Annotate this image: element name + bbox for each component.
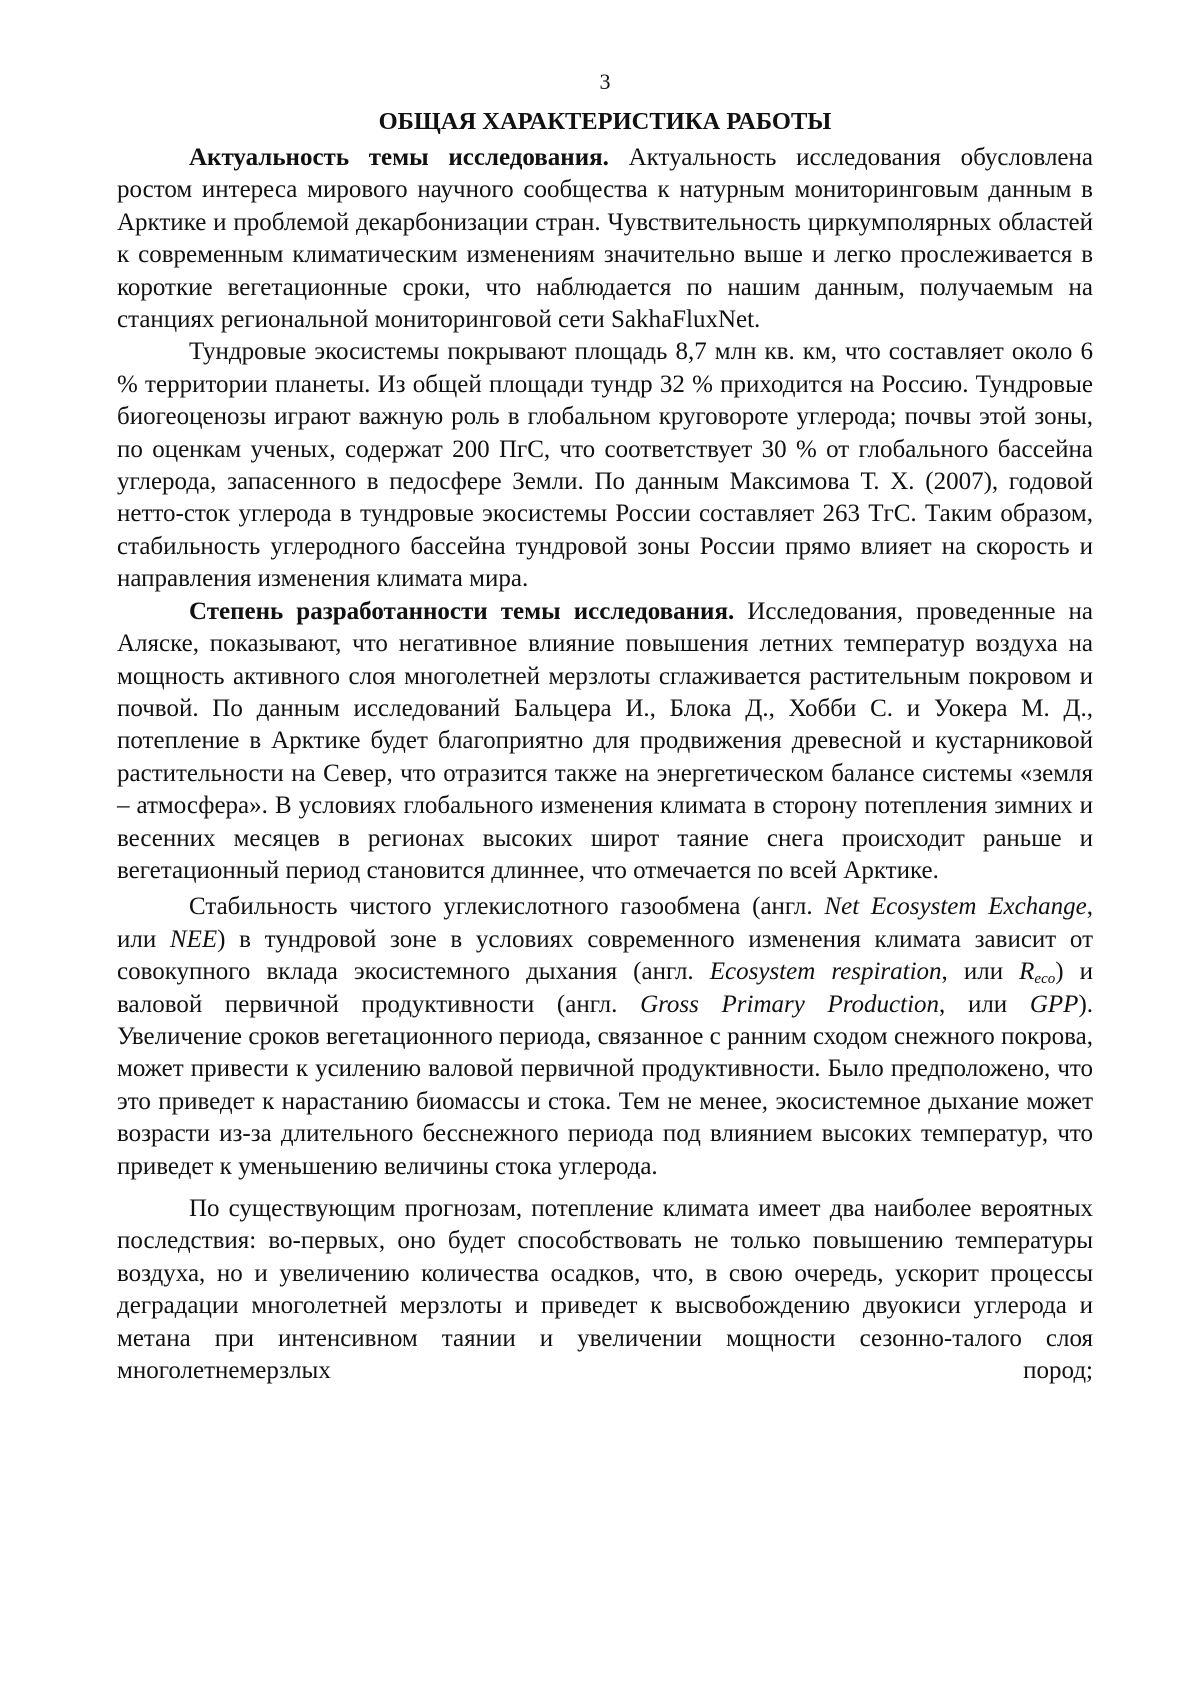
paragraph-text-tundra: Тундровые экосистемы покрывают площадь 8,7 млн кв. км, что составляет около 6 % территории планеты. Из общей площади тундр 32 % приходится на Россию. Тундровые биогеоценозы играют важную роль в глобальном круговороте углерода; почвы этой зоны, по оценкам ученых, содержат 200 ПгС, что соответствует 30 % от глобального бассейна углерода, запасенного в педосфере Земли. По данным Максимова Т. Х. (2007), годовой нетто-сток углерода в тундровые экосистемы России составляет 263 ТгС. Таким образом, стабильность углеродного бассейна тундровой зоны России прямо влияет на скорость и направления изменения климата мира. (117, 338, 1093, 593)
term-reco: R (1019, 958, 1035, 986)
paragraph-lead-relevance: Актуальность темы исследования. (189, 144, 609, 171)
text-run: , или (117, 893, 1094, 953)
text-run: ) в тундровой зоне в условиях современного изменения климата зависит от совокупного вклада экосистемного дыхания (англ. (117, 925, 1093, 986)
term-nee-full: Net Ecosystem Exchange (824, 893, 1087, 921)
paragraph-forecasts (117, 1193, 1093, 1387)
paragraph-lead-development: Степень разработанности темы исследования. (189, 597, 735, 625)
section-title: ОБЩАЯ ХАРАКТЕРИСТИКА РАБОТЫ (378, 108, 832, 135)
paragraph-tundra (117, 336, 1093, 595)
paragraph-text-relevance: Актуальность исследования обусловлена ростом интереса мирового научного сообщества к натурным мониторинговым данным в Арктике и проблемой декарбонизации стран. Чувствительность циркумполярных областей к современным климатическим изменениям значительно выше и легко прослеживается в короткие вегетационные сроки, что наблюдается по нашим данным, получаемым на станциях региональной мониторинговой сети SakhaFluxNet. (117, 144, 1093, 334)
term-nee: NEE (169, 925, 218, 953)
page-number: 3 (599, 69, 611, 94)
term-gpp: GPP (1029, 990, 1079, 1018)
paragraph-relevance (117, 142, 1093, 336)
paragraph-development (117, 596, 1093, 888)
term-reco-full: Ecosystem respiration (709, 958, 942, 986)
text-run: ). Увеличение сроков вегетационного периода, связанное с ранним сходом снежного покрова, может привести к усилению валовой первичной продуктивности. Было предположено, что это приведет к нарастанию биомассы и стока. Тем не менее, экосистемное дыхание может возрасти из-за длительного бесснежного периода под влиянием высоких температур, что приведет к уменьшению величины стока углерода. (117, 990, 1094, 1180)
text-run: , или (939, 990, 1030, 1018)
paragraph-text-forecasts: По существующим прогнозам, потепление климата имеет два наиболее вероятных последствия: во-первых, оно будет способствовать не только повышению температуры воздуха, но и увеличению количества осадков, что, в свою очередь, ускорит процессы деградации многолетней мерзлоты и приведет к высвобождению двуокиси углерода и метана при интенсивном таянии и увеличении мощности сезонно-талого слоя многолетнемерзлых пород; (117, 1195, 1093, 1385)
text-run: Стабильность чистого углекислотного газообмена (англ. (189, 893, 825, 921)
text-run: ) и валовой первичной продуктивности (англ. (117, 958, 1094, 1018)
term-reco-subscript: eco (1034, 971, 1056, 988)
paragraph-text-development: Исследования, проведенные на Аляске, показывают, что негативное влияние повышения летних температур воздуха на мощность активного слоя многолетней мерзлоты сглаживается растительным покровом и почвой. По данным исследований Бальцера И., Блока Д., Хобби С. и Уокера М. Д., потепление в Арктике будет благоприятно для продвижения древесной и кустарниковой растительности на Север, что отразится также на энергетическом балансе системы «земля – атмосфера». В условиях глобального изменения климата в сторону потепления зимних и весенних месяцев в регионах высоких широт таяние снега происходит раньше и вегетационный период становится длиннее, что отмечается по всей Арктике. (117, 597, 1094, 884)
paragraph-stability (117, 891, 1093, 1183)
term-gpp-full: Gross Primary Production (640, 990, 940, 1018)
document-page (117, 68, 1093, 1387)
text-run: , или (941, 958, 1020, 986)
